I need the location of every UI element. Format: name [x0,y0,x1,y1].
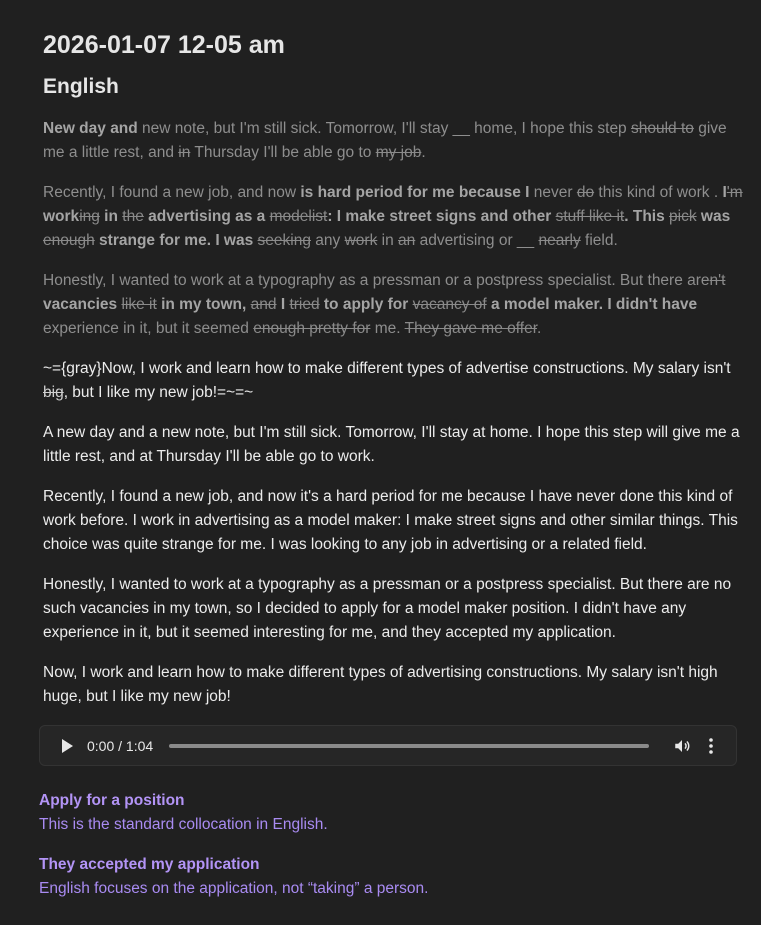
strikethrough-segment: work [344,232,378,249]
bold-segment: strange for me. I was [94,232,258,249]
strikethrough-segment: vacancy of [412,296,487,313]
note-title: They accepted my application [39,856,260,873]
play-icon[interactable] [62,739,73,753]
bold-segment: advertising as a [143,208,270,225]
text-segment: Honestly, I wanted to work at a typography as a pressman or a postpress specialist. But there are [43,272,710,289]
section-title: English [43,75,119,98]
final-paragraph-2: Recently, I found a new job, and now it's a hard period for me because I have never done this kind of work before. I work in advertising as a model maker: I make street signs and other similar things. This choice was quite strange for me. I was looking to any job in advertising or a related field. [43,488,738,553]
text-segment: in [377,232,399,249]
strikethrough-segment: n't [709,272,726,289]
strikethrough-segment: my job [375,144,422,161]
strikethrough-segment: tried [289,296,320,313]
draft-paragraph-3 [43,269,743,341]
bold-segment: in [99,208,123,225]
bold-segment: is hard period for me because I [300,184,530,201]
final-paragraph-4: Now, I work and learn how to make different types of advertising constructions. My salary isn't high huge, but I like my new job! [43,664,718,705]
text-segment: never [529,184,577,201]
strikethrough-segment: do [576,184,595,201]
audio-progress-track[interactable] [169,744,649,748]
strikethrough-segment: an [398,232,416,249]
bold-segment: New day and [43,120,138,137]
text-segment: experience in it, but it seemed [43,320,254,337]
bold-segment: to apply for [319,296,413,313]
bold-segment: : I make street signs and other [327,208,556,225]
strikethrough-segment: in [178,144,191,161]
text-segment: any [310,232,345,249]
bold-segment: I [722,184,727,201]
strikethrough-segment: modelist [269,208,328,225]
strikethrough-segment: the [122,208,144,225]
audio-time: 0:00 / 1:04 [87,737,154,754]
strikethrough-segment: nearly [538,232,581,249]
strikethrough-segment: seeking [257,232,311,249]
text-segment: new note, but I'm still sick. Tomorrow, I'll stay __ home, I hope this step [137,120,631,137]
volume-icon[interactable] [673,737,691,755]
text-segment: ~={gray}Now, I work and learn how to make different types of advertise constructions. My salary isn't [43,360,731,377]
text-segment: Recently, I found a new job, and now [43,184,301,201]
strikethrough-segment: and [250,296,277,313]
final-paragraph-1: A new day and a new note, but I'm still sick. Tomorrow, I'll stay at home. I hope this step will give me a little rest, and at Thursday I'll be able go to work. [43,424,740,465]
bold-segment: I [276,296,290,313]
audio-player [39,725,737,766]
draft-paragraph-1 [43,117,743,165]
more-options-icon[interactable] [703,737,719,755]
bold-segment: work [43,208,80,225]
text-segment: , but I like my new job!=~=~ [63,384,254,401]
bold-segment: a model maker. I didn't have [486,296,698,313]
draft-paragraph-4 [43,357,743,405]
draft-paragraph-2 [43,181,743,253]
note-text: English focuses on the application, not “taking” a person. [39,880,429,897]
text-segment: field. [580,232,618,249]
note-item [39,853,739,901]
strikethrough-segment: should to [631,120,694,137]
strikethrough-segment: stuff like it [555,208,625,225]
text-segment: . [537,320,542,337]
text-segment: this kind of work . [594,184,723,201]
text-segment: Thursday I'll be able go to [190,144,376,161]
strikethrough-segment: like it [121,296,157,313]
strikethrough-segment: enough pretty for [253,320,371,337]
strikethrough-segment: big [43,384,64,401]
page-title: 2026-01-07 12-05 am [43,31,285,59]
strikethrough-segment: pick [669,208,697,225]
text-segment: advertising or __ [415,232,539,249]
bold-segment: vacancies [43,296,122,313]
text-segment: give me a little rest, and [43,120,727,161]
final-paragraph-3: Honestly, I wanted to work at a typography as a pressman or a postpress specialist. But there are no such vacancies in my town, so I decided to apply for a model maker position. I didn't have any experience in it, but it seemed interesting for me, and they accepted my application. [43,576,732,641]
text-segment: . [421,144,426,161]
bold-segment: . This [624,208,670,225]
strikethrough-segment: enough [43,232,95,249]
note-text: This is the standard collocation in English. [39,816,328,833]
note-item [39,789,739,837]
bold-segment: in my town, [156,296,251,313]
strikethrough-segment: ing [79,208,100,225]
strikethrough-segment: They gave me offer [404,320,538,337]
bold-segment: was [696,208,731,225]
text-segment: me. [370,320,405,337]
note-title: Apply for a position [39,792,185,809]
strikethrough-segment: 'm [726,184,743,201]
